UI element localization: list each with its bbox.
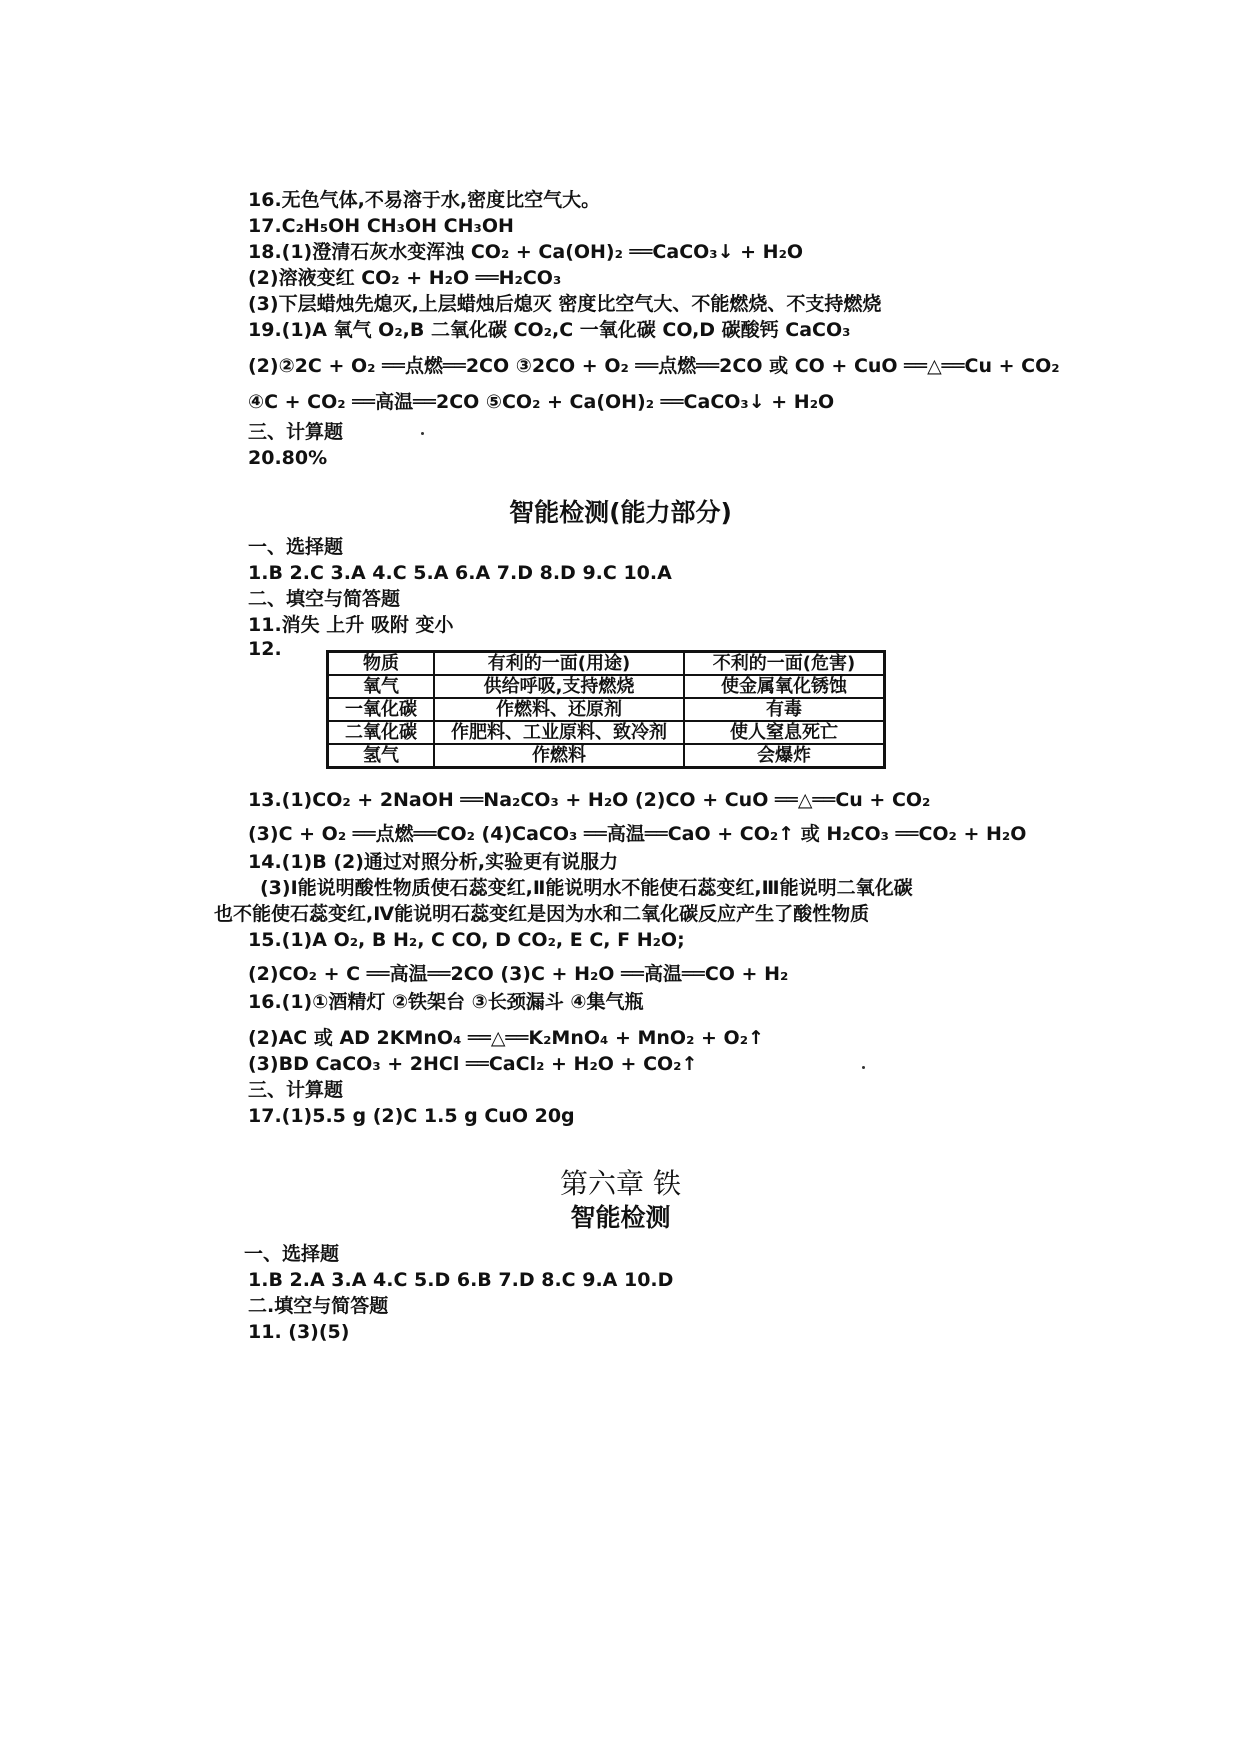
answer-line-13-2: (3)C + O₂ ══点燃══CO₂ (4)CaCO₃ ══高温══CaO + CO₂↑ 或 H₂CO₃ ══CO₂ + H₂O <box>248 823 1027 845</box>
answer-line-14-2: (3)Ⅰ能说明酸性物质使石蕊变红,Ⅱ能说明水不能使石蕊变红,Ⅲ能说明二氧化碳 <box>260 877 913 899</box>
table-cell: 供给呼吸,支持燃烧 <box>434 675 684 698</box>
answer-line-15-2: (2)CO₂ + C ══高温══2CO (3)C + H₂O ══高温══CO + H₂ <box>248 963 789 985</box>
answer-line-17: 17.C₂H₅OH CH₃OH CH₃OH <box>248 215 514 237</box>
table-row <box>328 698 885 721</box>
table-header-cell: 有利的一面(用途) <box>434 652 684 676</box>
substance-table <box>326 650 886 769</box>
section-heading-calculation: 三、计算题 <box>248 421 344 443</box>
answer-line-17-calc: 17.(1)5.5 g (2)C 1.5 g CuO 20g <box>248 1105 575 1127</box>
answer-line-19-3: ④C + CO₂ ══高温══2CO ⑤CO₂ + Ca(OH)₂ ══CaCO₃↓ + H₂O <box>248 391 835 413</box>
section-heading-calculation-2: 三、计算题 <box>248 1079 344 1101</box>
table-cell: 有毒 <box>684 698 885 721</box>
chapter-title: 第六章 铁 <box>560 1167 681 1200</box>
scan-speck <box>862 1066 865 1069</box>
answer-line-14-1: 14.(1)B (2)通过对照分析,实验更有说服力 <box>248 851 619 873</box>
answer-line-19-1: 19.(1)A 氧气 O₂,B 二氧化碳 CO₂,C 一氧化碳 CO,D 碳酸钙 CaCO₃ <box>248 319 851 341</box>
table-cell: 二氧化碳 <box>328 721 435 744</box>
answer-line-16-2: (2)AC 或 AD 2KMnO₄ ══△══K₂MnO₄ + MnO₂ + O₂↑ <box>248 1027 764 1049</box>
table-row <box>328 675 885 698</box>
section-heading-choice: 一、选择题 <box>248 536 344 558</box>
answer-line-16-1: 16.(1)①酒精灯 ②铁架台 ③长颈漏斗 ④集气瓶 <box>248 991 644 1013</box>
choice-answers-2: 1.B 2.A 3.A 4.C 5.D 6.B 7.D 8.C 9.A 10.D <box>248 1269 674 1291</box>
answer-line-14-3: 也不能使石蕊变红,Ⅳ能说明石蕊变红是因为水和二氧化碳反应产生了酸性物质 <box>214 903 870 925</box>
answer-line-18-2: (2)溶液变红 CO₂ + H₂O ══H₂CO₃ <box>248 267 562 289</box>
answer-line-16-3: (3)BD CaCO₃ + 2HCl ══CaCl₂ + H₂O + CO₂↑ <box>248 1053 698 1075</box>
chapter-subtitle: 智能检测 <box>570 1203 671 1232</box>
table-cell: 一氧化碳 <box>328 698 435 721</box>
table-cell: 作燃料 <box>434 744 684 768</box>
section-heading-choice-2: 一、选择题 <box>244 1243 340 1265</box>
answer-line-12: 12. <box>248 638 282 660</box>
table-header-cell: 物质 <box>328 652 435 676</box>
choice-answers: 1.B 2.C 3.A 4.C 5.A 6.A 7.D 8.D 9.C 10.A <box>248 562 672 584</box>
answer-line-11: 11.消失 上升 吸附 变小 <box>248 614 454 636</box>
section-heading-fill-2: 二.填空与简答题 <box>248 1295 389 1317</box>
table-cell: 氧气 <box>328 675 435 698</box>
answer-line-18-1: 18.(1)澄清石灰水变浑浊 CO₂ + Ca(OH)₂ ══CaCO₃↓ + H₂O <box>248 241 804 263</box>
table-cell: 作燃料、还原剂 <box>434 698 684 721</box>
table-row <box>328 721 885 744</box>
table-cell: 作肥料、工业原料、致冷剂 <box>434 721 684 744</box>
section-heading-fill: 二、填空与简答题 <box>248 588 401 610</box>
answer-line-18-3: (3)下层蜡烛先熄灭,上层蜡烛后熄灭 密度比空气大、不能燃烧、不支持燃烧 <box>248 293 882 315</box>
answer-line-19-2: (2)②2C + O₂ ══点燃══2CO ③2CO + O₂ ══点燃══2CO 或 CO + CuO ══△══Cu + CO₂ <box>248 355 1060 377</box>
answer-line-13-1: 13.(1)CO₂ + 2NaOH ══Na₂CO₃ + H₂O (2)CO + CuO ══△══Cu + CO₂ <box>248 789 931 811</box>
table-header-row <box>328 652 885 676</box>
table-cell: 氢气 <box>328 744 435 768</box>
answer-line-11-ch6: 11. (3)(5) <box>248 1321 350 1343</box>
scan-speck <box>421 432 424 435</box>
table-cell: 使金属氧化锈蚀 <box>684 675 885 698</box>
section-title: 智能检测(能力部分) <box>509 498 732 527</box>
table-header-cell: 不利的一面(危害) <box>684 652 885 676</box>
answer-line-16: 16.无色气体,不易溶于水,密度比空气大。 <box>248 189 601 211</box>
answer-line-15-1: 15.(1)A O₂, B H₂, C CO, D CO₂, E C, F H₂O; <box>248 929 685 951</box>
table-cell: 会爆炸 <box>684 744 885 768</box>
table-cell: 使人窒息死亡 <box>684 721 885 744</box>
answer-line-20: 20.80% <box>248 447 328 469</box>
table-row <box>328 744 885 768</box>
